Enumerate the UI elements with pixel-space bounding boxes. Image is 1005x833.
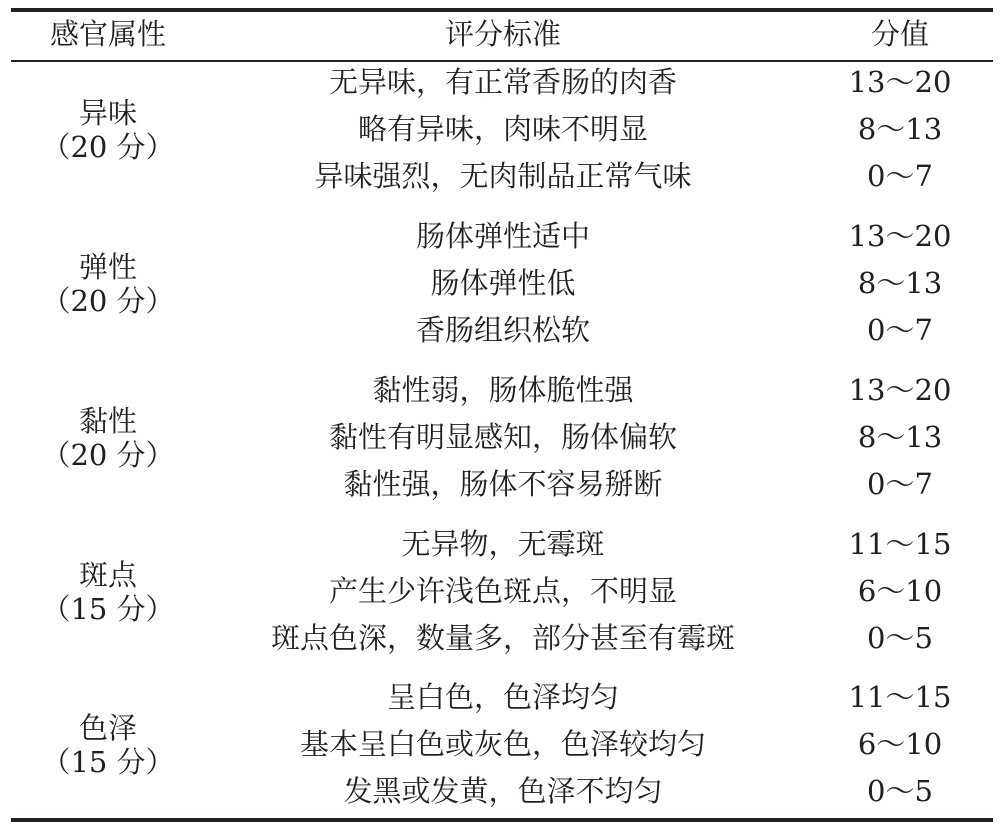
score-cell: 6～10 (857, 574, 943, 608)
attribute-points: （15 分） (41, 592, 175, 626)
table-header-rule (11, 60, 993, 62)
criterion-cell: 呈白色，色泽均匀 (386, 680, 620, 714)
criterion-cell: 发黑或发黄，色泽不均匀 (343, 774, 663, 808)
criterion-cell: 无异味，有正常香肠的肉香 (328, 65, 678, 99)
criterion-cell: 肠体弹性低 (430, 266, 576, 300)
criterion-cell: 香肠组织松软 (415, 313, 591, 347)
score-cell: 6～10 (857, 727, 943, 761)
criterion-cell: 黏性强，肠体不容易掰断 (343, 467, 663, 501)
attribute-cell-color (41, 711, 174, 779)
criterion-cell: 略有异味，肉味不明显 (357, 112, 649, 146)
header-criteria: 评分标准 (444, 17, 562, 51)
criterion-cell: 肠体弹性适中 (415, 219, 591, 253)
criterion-cell: 斑点色深，数量多，部分甚至有霉斑 (270, 621, 736, 655)
attribute-cell-odor (41, 96, 174, 164)
attribute-name: 黏性 (78, 404, 137, 438)
criterion-cell: 产生少许浅色斑点，不明显 (328, 574, 678, 608)
attribute-cell-stickiness (41, 404, 174, 472)
score-cell: 13～20 (848, 373, 952, 407)
attribute-name: 斑点 (78, 558, 137, 592)
criterion-cell: 黏性弱，肠体脆性强 (372, 373, 634, 407)
score-cell: 13～20 (848, 219, 952, 253)
criterion-cell: 基本呈白色或灰色，色泽较均匀 (299, 727, 707, 761)
score-cell: 11～15 (848, 680, 952, 714)
criterion-cell: 无异物，无霉斑 (401, 527, 605, 561)
attribute-name: 弹性 (78, 250, 137, 284)
criterion-cell: 异味强烈，无肉制品正常气味 (314, 159, 692, 193)
table-bottom-rule (11, 818, 993, 822)
score-cell: 13～20 (848, 65, 952, 99)
attribute-cell-elasticity (41, 250, 174, 318)
score-cell: 0～5 (867, 774, 933, 808)
attribute-name: 色泽 (78, 711, 137, 745)
attribute-points: （15 分） (41, 745, 175, 779)
header-score: 分值 (870, 17, 930, 51)
attribute-cell-spots (41, 558, 174, 626)
attribute-points: （20 分） (41, 284, 175, 318)
header-attribute: 感官属性 (49, 17, 167, 51)
attribute-points: （20 分） (41, 130, 175, 164)
score-cell: 0～7 (867, 467, 933, 501)
criterion-cell: 黏性有明显感知，肠体偏软 (328, 420, 678, 454)
attribute-name: 异味 (78, 96, 137, 130)
score-cell: 0～7 (867, 313, 933, 347)
score-cell: 0～5 (867, 621, 933, 655)
score-cell: 8～13 (857, 112, 943, 146)
table-top-rule (11, 8, 993, 12)
score-cell: 8～13 (857, 420, 943, 454)
score-cell: 11～15 (848, 527, 952, 561)
score-cell: 0～7 (867, 159, 933, 193)
attribute-points: （20 分） (41, 438, 175, 472)
score-cell: 8～13 (857, 266, 943, 300)
